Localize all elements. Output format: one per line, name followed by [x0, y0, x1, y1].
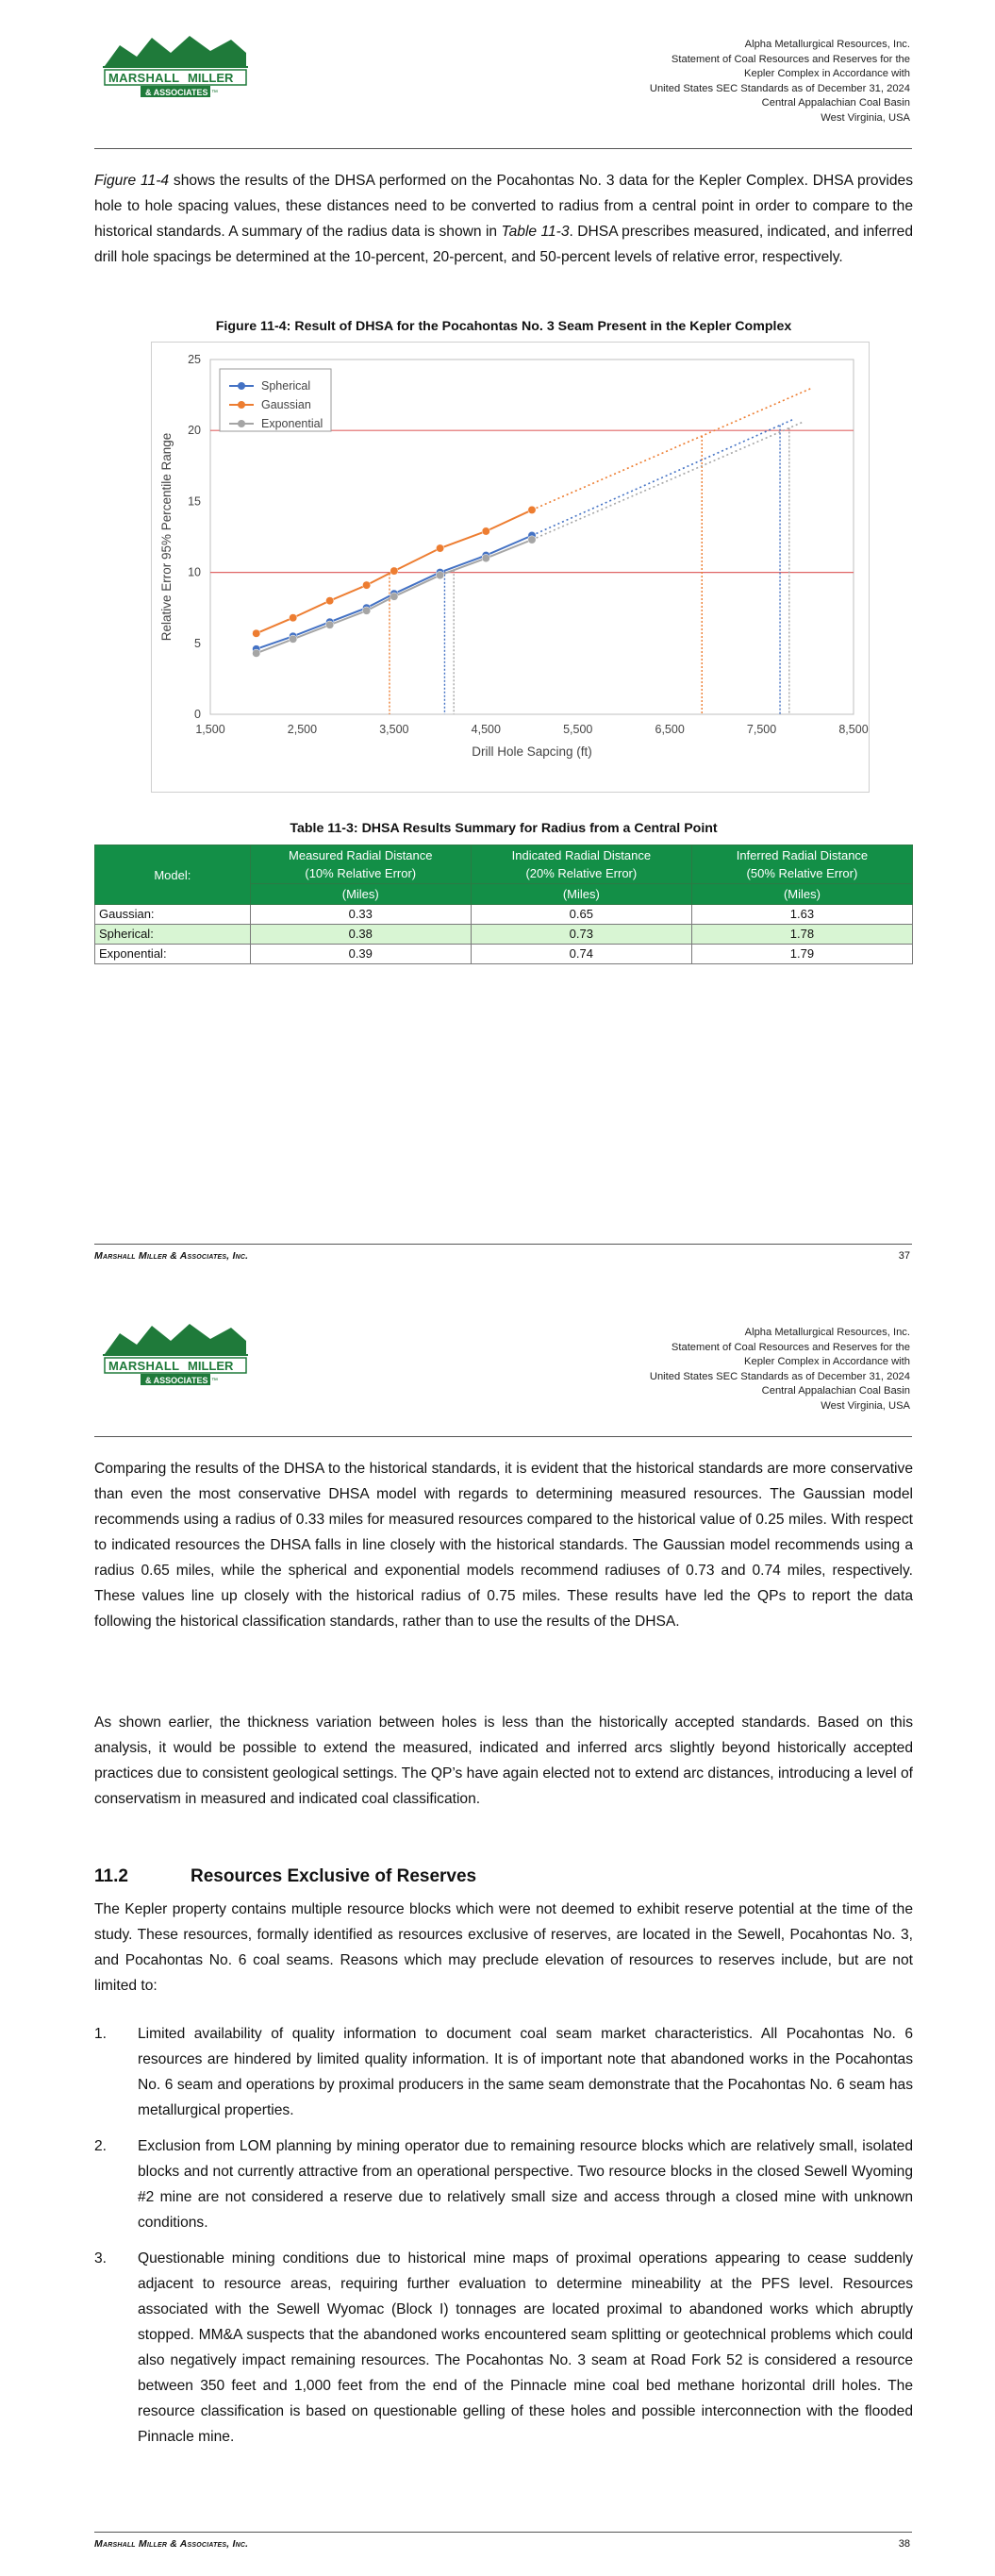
y-tick-label: 0: [194, 708, 201, 721]
data-point-exponential: [528, 536, 536, 544]
table-title: Table 11-3: DHSA Results Summary for Radius from a Central Point: [290, 821, 718, 836]
data-point-gaussian: [253, 629, 260, 637]
header-line: Central Appalachian Coal Basin: [761, 1385, 910, 1397]
footer-divider: [94, 1244, 912, 1245]
data-point-gaussian: [390, 567, 398, 575]
data-point-gaussian: [482, 527, 489, 535]
data-point-gaussian: [528, 506, 536, 513]
y-tick-label: 25: [188, 353, 201, 366]
measured-cell: 0.33: [250, 905, 471, 925]
y-tick-label: 20: [188, 424, 201, 438]
footer-divider: [94, 2532, 912, 2533]
table-header-row: [95, 845, 913, 884]
indicated-cell: 0.74: [471, 945, 691, 964]
data-point-exponential: [253, 649, 260, 657]
indicated-cell: 0.73: [471, 925, 691, 945]
svg-text:MILLER: MILLER: [188, 71, 234, 85]
table-row: [95, 945, 913, 964]
data-point-gaussian: [325, 596, 333, 604]
inferred-cell: 1.79: [691, 945, 912, 964]
page-38: [0, 1288, 995, 2576]
table-row: [95, 905, 913, 925]
x-tick-label: 7,500: [746, 723, 777, 736]
company-logo: [99, 1316, 252, 1388]
x-tick-label: 5,500: [563, 723, 593, 736]
header-line: Statement of Coal Resources and Reserves for the: [671, 1341, 910, 1353]
intro-text: . DHSA prescribes measured, indicated, and inferred drill hole spacings be determined at the 10-percent, 20-percent, and 50-percent levels of relative error, respectively.: [94, 224, 913, 265]
y-tick-label: 10: [188, 565, 201, 579]
footer-company: Marshall Miller & Associates, Inc.: [94, 1250, 249, 1262]
inferred-cell: 1.63: [691, 905, 912, 925]
dhsa-results-table: [94, 845, 913, 964]
x-tick-label: 3,500: [379, 723, 409, 736]
dhsa-chart: [151, 342, 870, 793]
trendline-gaussian: [532, 388, 812, 510]
list-item: [94, 2021, 913, 2123]
list-item: [94, 2133, 913, 2235]
inferred-header: Inferred Radial Distance (50% Relative Error): [691, 845, 912, 884]
data-point-gaussian: [436, 544, 443, 552]
model-cell: Exponential:: [95, 945, 251, 964]
header-info: [514, 1326, 910, 1414]
y-axis-label: Relative Error 95% Percentile Range: [159, 432, 174, 642]
header-line: Central Appalachian Coal Basin: [761, 97, 910, 109]
figure-title: Figure 11-4: Result of DHSA for the Pocahontas No. 3 Seam Present in the Kepler Complex: [215, 319, 792, 334]
header-company: Alpha Metallurgical Resources, Inc.: [744, 39, 910, 50]
model-cell: Spherical:: [95, 925, 251, 945]
table-row: [95, 925, 913, 945]
indicated-header: Indicated Radial Distance (20% Relative Error): [471, 845, 691, 884]
header-line: Statement of Coal Resources and Reserves for the: [671, 53, 910, 65]
list-item: [94, 2246, 913, 2450]
list-text: Exclusion from LOM planning by mining operator due to remaining resource blocks which are relatively small, isolated blocks and not currently attractive from an operational perspective. Two resource blocks in the closed Sewell Wyoming #2 mine are not considered a reserve due to relatively small size and access through a closed mine with unknown conditions.: [138, 2138, 913, 2231]
paragraph: Comparing the results of the DHSA to the historical standards, it is evident that the historical standards are more conservative than even the most conservative DHSA model with regards to determining measured resources. The Gaussian model recommends using a radius of 0.33 miles for measured resources compared to the historical value of 0.25 miles. With respect to indicated resources the DHSA falls in line closely with the historical standards. The Gaussian model recommends using a radius 0.65 miles, while the spherical and exponential models recommend radiuses of 0.73 and 0.74 miles, respectively. These values line up closely with the historical radius of 0.75 miles. These results have led the QPs to report the data following the historical classification standards, rather than to use the results of the DHSA.: [94, 1461, 913, 1630]
measured-cell: 0.39: [250, 945, 471, 964]
intro-text: shows the results of the DHSA performed on the Pocahontas No. 3 data for the Kepler Complex. DHSA provides hole to hole spacing values, these distances need to be converted to radius from a central point in order to compare to the historical standards. A summary of the radius data is shown in: [94, 173, 913, 240]
legend-marker-gaussian: [238, 401, 245, 409]
x-axis-label: Drill Hole Sapcing (ft): [472, 744, 592, 759]
x-tick-label: 8,500: [838, 723, 869, 736]
header-company: Alpha Metallurgical Resources, Inc.: [744, 1327, 910, 1338]
list-text: Limited availability of quality information to document coal seam market characteristics. All Pocahontas No. 6 resources are hindered by limited quality information. It is of important note that abandoned works in the Pocahontas No. 6 seam and operations by proximal producers in the same seam demonstrate that the Pocahontas No. 6 seam has metallurgical properties.: [138, 2026, 913, 2118]
trendline-exponential: [532, 422, 803, 540]
page-number: 37: [898, 1250, 910, 1262]
svg-text:MARSHALL: MARSHALL: [108, 1359, 180, 1373]
figure-reference[interactable]: Figure 11-4: [94, 173, 170, 189]
model-cell: Gaussian:: [95, 905, 251, 925]
section-number: 11.2: [94, 1866, 128, 1886]
x-tick-label: 1,500: [195, 723, 225, 736]
chart-legend: [220, 369, 331, 431]
svg-text:& ASSOCIATES: & ASSOCIATES: [145, 88, 208, 97]
paragraph: The Kepler property contains multiple resource blocks which were not deemed to exhibit reserve potential at the time of the study. These resources, formally identified as resources exclusive of reserves, are located in the Sewell, Pocahontas No. 3, and Pocahontas No. 6 coal seams. Reasons which may preclude elevation of resources to reserves include, but are not limited to:: [94, 1901, 913, 1994]
dhsa-chart-svg: [152, 343, 869, 792]
unit-label: (Miles): [471, 884, 691, 905]
x-tick-label: 6,500: [655, 723, 685, 736]
legend-label: Spherical: [261, 379, 311, 393]
header-line: Kepler Complex in Accordance with: [744, 1356, 910, 1368]
data-point-exponential: [390, 593, 398, 600]
table-reference[interactable]: Table 11-3: [501, 224, 570, 240]
header-divider: [94, 1436, 912, 1437]
measured-header: Measured Radial Distance (10% Relative Error): [250, 845, 471, 884]
data-point-exponential: [436, 571, 443, 578]
data-point-exponential: [289, 635, 296, 643]
unit-label: (Miles): [250, 884, 471, 905]
legend-marker-spherical: [238, 382, 245, 390]
reasons-list: [94, 2021, 913, 2460]
svg-text:MILLER: MILLER: [188, 1359, 234, 1373]
header-info: [514, 38, 910, 126]
data-point-gaussian: [289, 614, 296, 622]
indicated-cell: 0.65: [471, 905, 691, 925]
data-point-exponential: [482, 554, 489, 561]
header-line: United States SEC Standards as of December 31, 2024: [649, 1370, 910, 1382]
svg-text:™: ™: [211, 1378, 218, 1384]
svg-text:& ASSOCIATES: & ASSOCIATES: [145, 1376, 208, 1385]
header-line: Kepler Complex in Accordance with: [744, 68, 910, 80]
page-number: 38: [898, 2538, 910, 2550]
list-number: 1.: [94, 2026, 108, 2042]
company-logo: [99, 28, 252, 100]
y-tick-label: 15: [188, 494, 201, 509]
header-line: United States SEC Standards as of December 31, 2024: [649, 82, 910, 94]
header-divider: [94, 148, 912, 149]
section-title: Resources Exclusive of Reserves: [191, 1866, 477, 1886]
footer-company: Marshall Miller & Associates, Inc.: [94, 2538, 249, 2550]
legend-label: Gaussian: [261, 398, 311, 411]
svg-text:™: ™: [211, 90, 218, 96]
data-point-gaussian: [362, 581, 370, 589]
legend-label: Exponential: [261, 417, 323, 430]
x-tick-label: 4,500: [471, 723, 501, 736]
section-heading: [94, 1866, 476, 1887]
list-number: 2.: [94, 2138, 108, 2154]
trendline-spherical: [532, 419, 794, 535]
measured-cell: 0.38: [250, 925, 471, 945]
header-line: West Virginia, USA: [821, 1399, 910, 1412]
paragraph: As shown earlier, the thickness variation between holes is less than the historically accepted standards. Based on this analysis, it would be possible to extend the measured, indicated and inferred arcs slightly beyond historically accepted practices due to consistent geological settings. The QP’s have again elected not to extend arc distances, introducing a level of conservatism in measured and indicated coal classification.: [94, 1715, 914, 1807]
intro-paragraph: [94, 168, 913, 270]
list-number: 3.: [94, 2250, 108, 2267]
model-header: Model:: [95, 845, 251, 905]
data-point-exponential: [362, 607, 370, 614]
x-tick-label: 2,500: [287, 723, 318, 736]
list-text: Questionable mining conditions due to historical mine maps of proximal operations appearing to cease suddenly adjacent to resource areas, requiring further evaluation to determine mineability at the PFS level. Resources associated with the Sewell Wyomac (Block I) tonnages are located proximal to abandoned works which abruptly stopped. MM&A suspects that the abandoned works encountered seam splitting or geotechnical problems which could also negatively impact remaining resources. The Pocahontas No. 3 seam at Road Fork 52 is considered a resource between 350 feet and 1,000 feet from the end of the Pinnacle mine coal bed methane horizontal drill holes. The resource classification is based on questionable gelling of these holes and possible interconnection with the flooded Pinnacle mine.: [138, 2250, 913, 2445]
unit-label: (Miles): [691, 884, 912, 905]
data-point-exponential: [325, 621, 333, 628]
inferred-cell: 1.78: [691, 925, 912, 945]
y-tick-label: 5: [194, 636, 201, 650]
header-line: West Virginia, USA: [821, 111, 910, 124]
legend-marker-exponential: [238, 420, 245, 427]
svg-text:MARSHALL: MARSHALL: [108, 71, 180, 85]
